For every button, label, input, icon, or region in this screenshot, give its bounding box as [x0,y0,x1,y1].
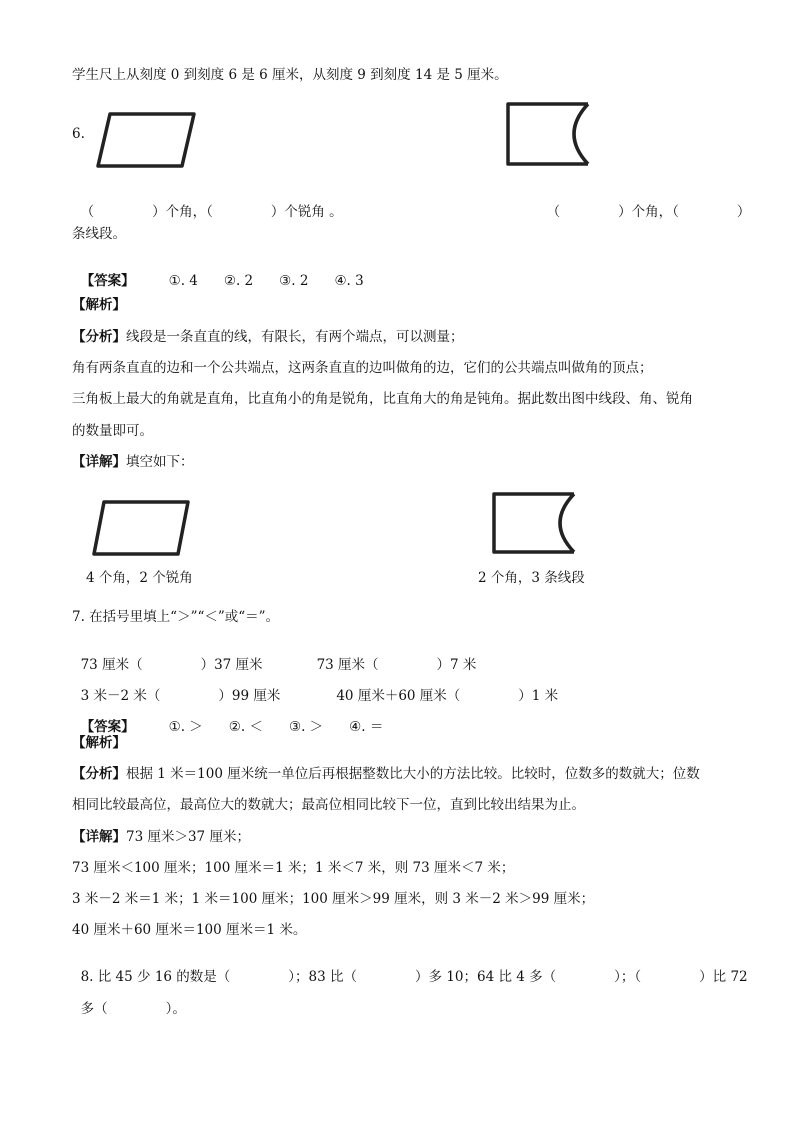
parallelogram-figure [94,110,198,170]
answer-tag: 【答案】 [80,273,135,290]
detail-line: 【详解】73 厘米＞37 厘米； [72,829,250,845]
analysis-line: 相同比较最高位，最高位大的数就大；最高位相同比较下一位，直到比较出结果为止。 [72,797,585,813]
answer-tag: 【答案】 [80,719,135,736]
question-title: 7. 在括号里填上“＞”“＜”或“＝”。 [72,609,280,625]
q6-fill-cont: 条线段。 [72,226,126,242]
rectangle-arc-figure-solution [490,490,582,558]
parallelogram-figure-solution [90,498,194,558]
analysis-tag: 【解析】 [72,297,126,313]
detail-line: 【详解】填空如下： [72,454,194,470]
detail-line: 40 厘米＋60 厘米＝100 厘米＝1 米。 [72,922,307,938]
analysis-line: 的数量即可。 [72,423,153,439]
q6-fill-right: （ ）个角，（ ） [546,204,751,221]
q7-row-2: 3 米－2 米（ ）99 厘米 40 厘米＋60 厘米（ ）1 米 [80,688,559,705]
question-number: 6. [72,126,85,142]
analysis-tag: 【解析】 [72,735,126,751]
figure-caption: 4 个角，2 个锐角 [86,570,193,586]
q6-answer-row: 【答案】 ①. 4 ②. 2 ③. 2 ④. 3 [80,273,364,290]
figure-caption: 2 个角，3 条线段 [478,570,585,586]
detail-line: 3 米－2 米＝1 米；1 米＝100 厘米；100 厘米＞99 厘米，则 3 米－2 米＞99 厘米； [72,891,595,907]
q6-fill-left: （ ）个角，（ ）个锐角 。 [80,204,343,221]
q8-line-2: 多（ ）。 [80,1001,186,1018]
rectangle-arc-figure [504,100,596,170]
text-line: 学生尺上从刻度 0 到刻度 6 是 6 厘米，从刻度 9 到刻度 14 是 5 厘米。 [72,67,508,83]
q7-answer-row: 【答案】 ①. ＞ ②. ＜ ③. ＞ ④. ＝ [80,719,384,736]
q8-line-1: 8. 比 45 少 16 的数是（ ）；83 比（ ）多 10；64 比 4 多（ ）；（ ）比 72 [80,969,748,986]
detail-line: 73 厘米＜100 厘米；100 厘米＝1 米；1 米＜7 米，则 73 厘米＜7 米； [72,860,515,876]
analysis-line: 【分析】根据 1 米＝100 厘米统一单位后再根据整数比大小的方法比较。比较时，位数多的数就大；位数 [72,766,700,782]
analysis-line: 三角板上最大的角就是直角，比直角小的角是锐角，比直角大的角是钝角。据此数出图中线段、角、锐角 [72,391,693,407]
analysis-line: 【分析】线段是一条直直的线，有限长，有两个端点，可以测量； [72,329,464,345]
analysis-line: 角有两条直直的边和一个公共端点，这两条直直的边叫做角的边，它们的公共端点叫做角的顶点； [72,360,653,376]
q7-row-1: 73 厘米（ ）37 厘米 73 厘米（ ）7 米 [80,657,477,674]
